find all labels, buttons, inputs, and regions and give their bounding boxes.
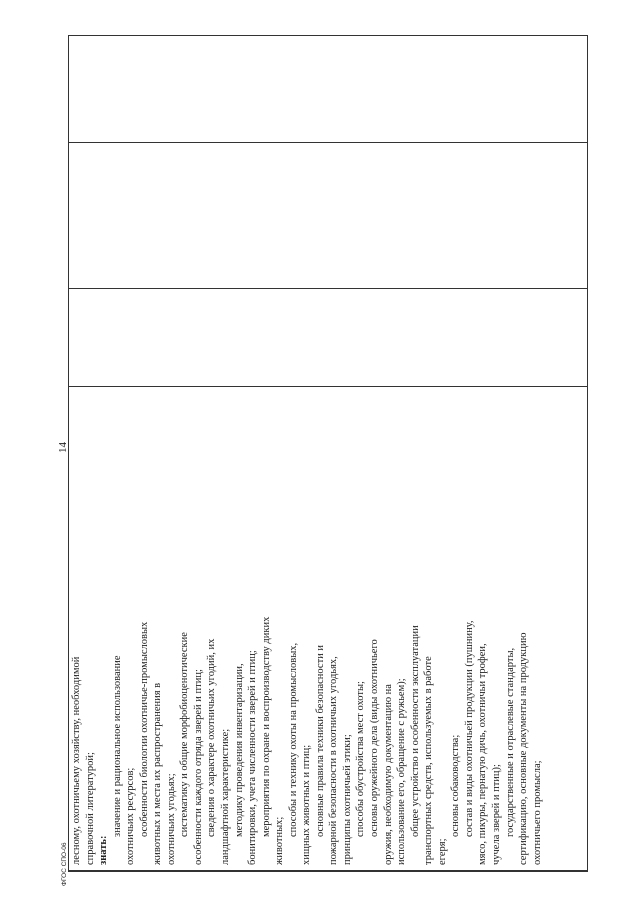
- text-line: охотничьего промысла;: [531, 760, 543, 865]
- text-line: сведения о характере охотничьих угодий, их: [206, 638, 218, 837]
- text-line: государственные и отраслевые стандарты,: [504, 647, 516, 837]
- column-divider: [69, 288, 587, 289]
- text-line: принципы охотничьей этики;: [341, 734, 353, 865]
- text-line: методику проведения инвентаризации,: [233, 663, 245, 837]
- rotated-page: [68, 35, 588, 872]
- text-line: справочной литературой;: [84, 752, 96, 865]
- text-line: животных и места их распространения в: [152, 682, 164, 865]
- text-line: способы и технику охоты на промысловых,: [287, 642, 299, 837]
- column-divider: [69, 142, 587, 143]
- text-line: основы собаководства;: [450, 734, 462, 837]
- text-line: использование его, обращение с ружьем);: [396, 678, 408, 865]
- column-divider: [69, 386, 587, 387]
- competency-table: [68, 35, 588, 872]
- text-line: мясо, пикуры, пернатую дичь, охотничьи трофеи,: [477, 643, 489, 865]
- footer-code: ФГОС СПО-06: [61, 842, 68, 886]
- text-line: чучела зверей и птиц);: [490, 764, 502, 865]
- text-line: транспортных средств, используемых в работе: [423, 656, 435, 865]
- text-line: общее устройство и особенности эксплуатации: [409, 625, 421, 837]
- text-line: сертификацию, основные документы на продукцию: [518, 632, 530, 865]
- text-line: охотничьих ресурсов;: [125, 767, 137, 865]
- text-line: хищных животных и птиц;: [301, 744, 313, 865]
- text-line: животных;: [274, 816, 286, 865]
- text-line: основные правила техники безопасности и: [314, 644, 326, 837]
- text-line: особенности биологии охотничье-промысловых: [138, 621, 150, 837]
- text-line: основы оружейного дела (виды охотничьего: [369, 639, 381, 837]
- page-number: 14: [57, 442, 69, 453]
- text-line: способы обустройства мест охоты;: [355, 681, 367, 837]
- text-line: пожарной безопасности в охотничьих угодьях,: [328, 656, 340, 865]
- text-line: особенности каждого отряда зверей и птиц;: [192, 669, 204, 865]
- text-line: значение и рациональное использование: [111, 655, 123, 837]
- text-line: систематику и общие морфобиоценотические: [179, 632, 191, 837]
- text-line: егеря;: [436, 838, 448, 865]
- text-line: мероприятия по охране и воспроизводству диких: [260, 616, 272, 837]
- text-line: знать:: [98, 835, 110, 865]
- text-line: бонитировки, учета численности зверей и птиц;: [247, 650, 259, 865]
- text-line: оружия, необходимую документацию на: [382, 684, 394, 865]
- text-line: состав и виды охотничьей продукции (пушнину,: [463, 620, 475, 837]
- text-line: охотничьих угодьях;: [165, 773, 177, 865]
- text-line: лесному, охотничьему хозяйству, необходимой: [71, 656, 82, 865]
- text-line: ландшафтной характеристике;: [220, 728, 232, 865]
- knowledge-cell: [69, 387, 587, 871]
